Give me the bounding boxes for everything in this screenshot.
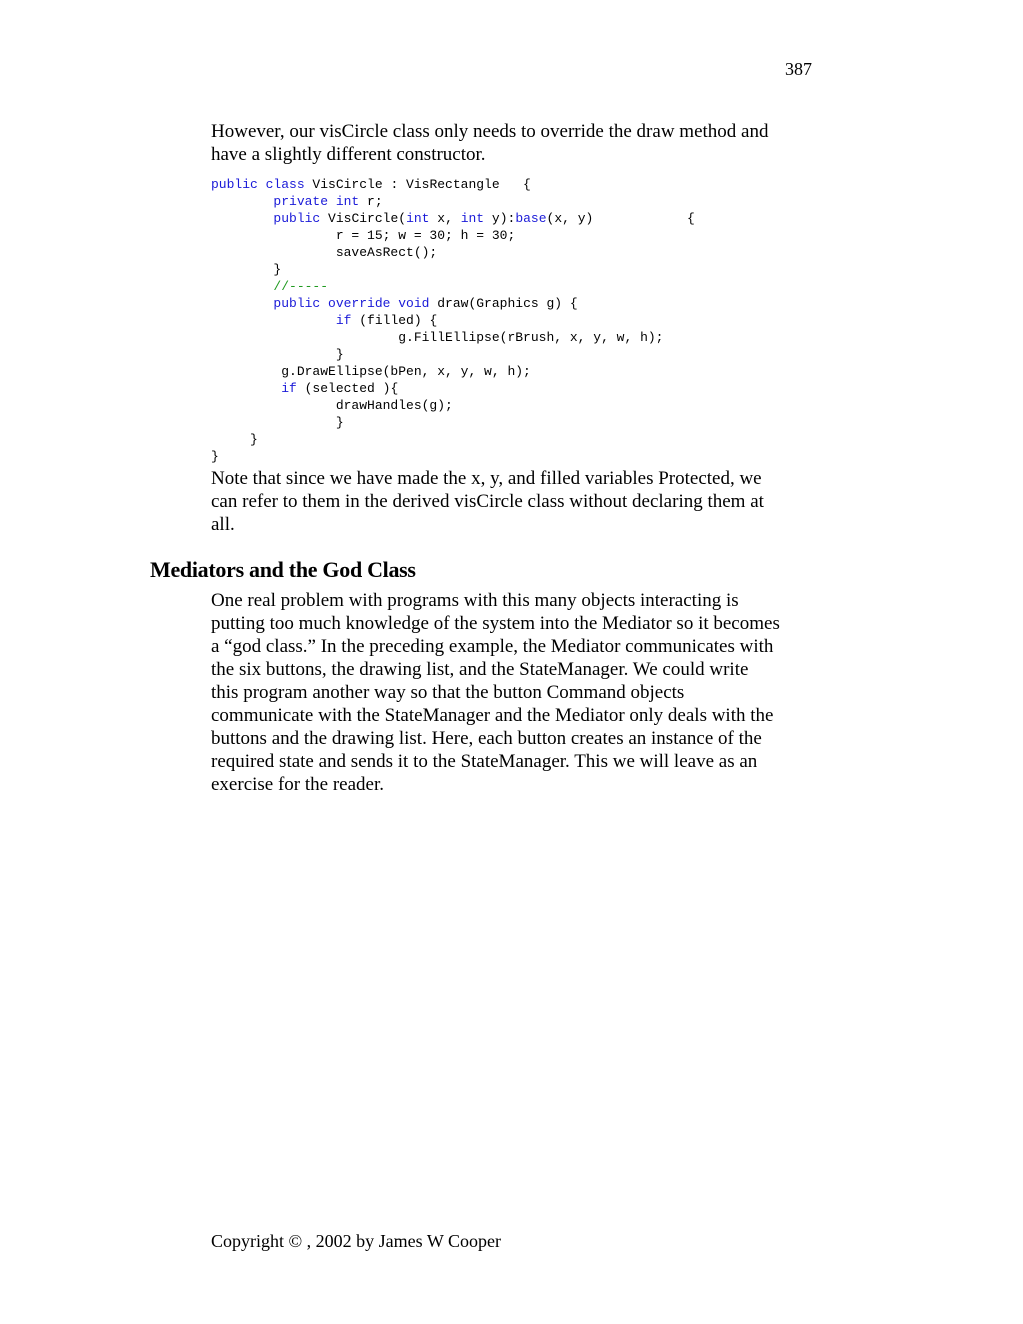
code-text: y): [484, 211, 516, 226]
code-text [211, 211, 273, 226]
code-comment: //----- [273, 279, 329, 294]
code-text: VisCircle : VisRectangle { [304, 177, 531, 192]
body-paragraph [211, 589, 821, 796]
text-line: However, our visCircle class only needs to override the draw method and [211, 121, 769, 142]
code-text: g.FillEllipse(rBrush, x, y, w, h); [211, 330, 664, 345]
text-line: putting too much knowledge of the system into the Mediator so it becomes [211, 613, 780, 634]
code-line [211, 278, 695, 295]
intro-paragraph [211, 120, 821, 166]
text-line: the six buttons, the drawing list, and the StateManager. We could write [211, 659, 749, 680]
code-text: (selected ){ [296, 381, 399, 396]
code-line [211, 227, 695, 244]
code-keyword: if [281, 381, 297, 396]
code-line [211, 346, 695, 363]
code-keyword: int [460, 211, 485, 226]
text-line: exercise for the reader. [211, 774, 385, 795]
note-paragraph [211, 467, 821, 536]
code-text: } [211, 449, 219, 464]
code-line [211, 431, 695, 448]
code-text: } [211, 415, 344, 430]
code-text: draw(Graphics g) { [429, 296, 578, 311]
code-text: drawHandles(g); [211, 398, 453, 413]
code-block [211, 176, 695, 465]
code-text: } [211, 432, 258, 447]
code-line [211, 363, 695, 380]
code-text: saveAsRect(); [211, 245, 438, 260]
code-keyword: int [406, 211, 430, 226]
code-line [211, 312, 695, 329]
code-line [211, 329, 695, 346]
code-text [211, 313, 336, 328]
code-keyword: private int [273, 194, 360, 209]
text-line: required state and sends it to the StateManager. This we will leave as an [211, 751, 758, 772]
code-keyword: base [515, 211, 547, 226]
text-line: all. [211, 514, 235, 535]
code-line [211, 397, 695, 414]
code-text: (filled) { [351, 313, 438, 328]
text-line: have a slightly different constructor. [211, 144, 486, 165]
code-text: } [211, 347, 344, 362]
code-text [211, 296, 273, 311]
code-text [211, 279, 273, 294]
code-line [211, 193, 695, 210]
section-heading: Mediators and the God Class [150, 557, 416, 582]
code-line [211, 380, 695, 397]
code-line [211, 176, 695, 193]
code-line [211, 244, 695, 261]
code-keyword: if [335, 313, 352, 328]
code-keyword: public [273, 211, 321, 226]
code-keyword: public class [211, 177, 305, 192]
text-line: can refer to them in the derived visCircle class without declaring them at [211, 491, 764, 512]
code-text [211, 381, 281, 396]
code-text: x, [429, 211, 461, 226]
code-text: VisCircle( [320, 211, 407, 226]
text-line: a “god class.” In the preceding example, the Mediator communicates with [211, 636, 774, 657]
text-line: this program another way so that the button Command objects [211, 682, 685, 703]
code-text: r = 15; w = 30; h = 30; [211, 228, 516, 243]
page-number: 387 [785, 59, 812, 79]
code-line [211, 210, 695, 227]
code-line [211, 295, 695, 312]
code-text: (x, y) { [546, 211, 695, 226]
text-line: One real problem with programs with this many objects interacting is [211, 590, 739, 611]
code-text [211, 194, 273, 209]
text-line: Note that since we have made the x, y, and filled variables Protected, we [211, 468, 762, 489]
code-text: } [211, 262, 282, 277]
code-keyword: public override void [273, 296, 430, 311]
code-line [211, 414, 695, 431]
code-text: r; [359, 194, 383, 209]
code-text: g.DrawEllipse(bPen, x, y, w, h); [211, 364, 531, 379]
text-line: buttons and the drawing list. Here, each button creates an instance of the [211, 728, 762, 749]
code-line [211, 448, 695, 465]
copyright-footer: Copyright © , 2002 by James W Cooper [211, 1231, 501, 1251]
text-line: communicate with the StateManager and the Mediator only deals with the [211, 705, 774, 726]
code-line [211, 261, 695, 278]
